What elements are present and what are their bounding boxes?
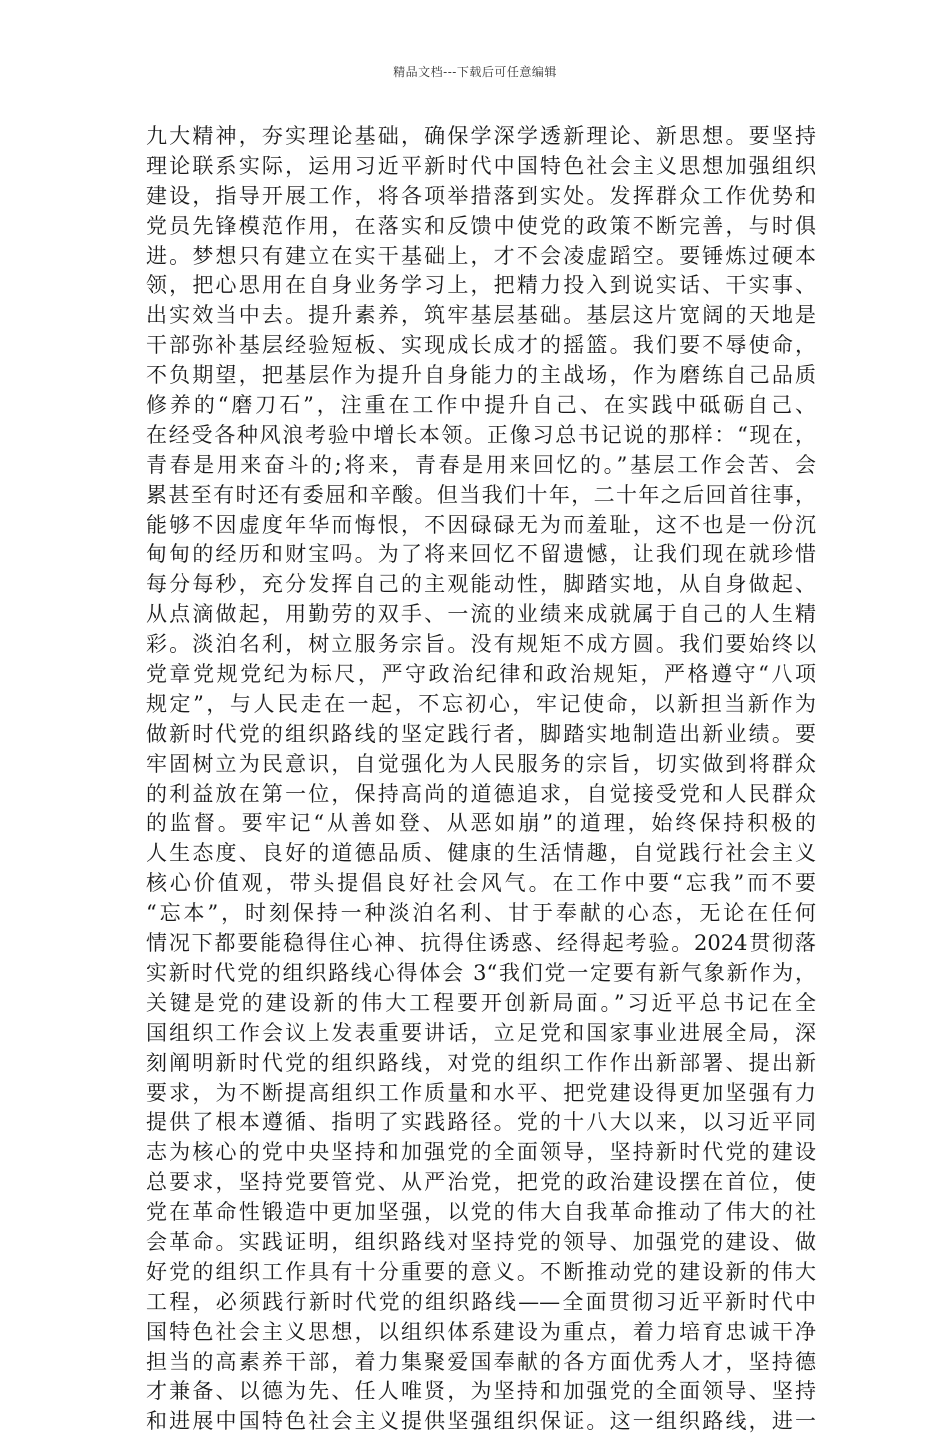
text-line: 建设，指导开展工作，将各项举措落到实处。发挥群众工作优势和 [146,183,816,208]
text-line: 总要求，坚持党要管党、从严治党，把党的政治建设摆在首位，使 [146,1170,816,1195]
text-line: 规定”，与人民走在一起，不忘初心，牢记使命，以新担当新作为 [146,691,816,716]
text-line: 国特色社会主义思想，以组织体系建设为重点，着力培育忠诚干净 [146,1319,816,1344]
text-line: 九大精神，夯实理论基础，确保学深学透新理论、新思想。要坚持 [146,124,816,148]
text-line: 进。梦想只有建立在实干基础上，才不会凌虚蹈空。要锤炼过硬本 [146,243,816,268]
text-line: 每分每秒，充分发挥自己的主观能动性，脚踏实地，从自身做起、 [146,572,816,597]
text-line: 和进展中国特色社会主义提供坚强组织保证。这一组织路线，进一 [146,1409,816,1434]
text-line: 志为核心的党中央坚持和加强党的全面领导，坚持新时代党的建设 [146,1140,816,1165]
text-line: 才兼备、以德为先、任人唯贤，为坚持和加强党的全面领导、坚持 [146,1379,816,1404]
text-line: 甸甸的经历和财宝吗。为了将来回忆不留遗憾，让我们现在就珍惜 [146,542,816,567]
text-line: 能够不因虚度年华而悔恨，不因碌碌无为而羞耻，这不也是一份沉 [146,512,816,537]
text-line: 刻阐明新时代党的组织路线，对党的组织工作作出新部署、提出新 [146,1050,816,1075]
text-line: 领，把心思用在自身业务学习上，把精力投入到说实话、干实事、 [146,273,816,298]
document-body [146,122,816,1437]
text-line: 理论联系实际，运用习近平新时代中国特色社会主义思想加强组织 [146,153,816,178]
text-line: 国组织工作会议上发表重要讲话，立足党和国家事业进展全局，深 [146,1020,816,1045]
text-line: 提供了根本遵循、指明了实践路径。党的十八大以来，以习近平同 [146,1110,816,1135]
text-line: 出实效当中去。提升素养，筑牢基层基础。基层这片宽阔的天地是 [146,303,816,328]
text-line: 担当的高素养干部，着力集聚爱国奉献的各方面优秀人才，坚持德 [146,1349,816,1374]
text-line: 从点滴做起，用勤劳的双手、一流的业绩来成就属于自己的人生精 [146,602,816,627]
text-line: 的利益放在第一位，保持高尚的道德追求，自觉接受党和人民群众 [146,781,816,806]
text-line: 牢固树立为民意识，自觉强化为人民服务的宗旨，切实做到将群众 [146,751,816,776]
text-line: 党员先锋模范作用，在落实和反馈中使党的政策不断完善，与时俱 [146,213,816,238]
text-line: 人生态度、良好的道德品质、健康的生活情趣，自觉践行社会主义 [146,841,816,866]
text-line: 干部弥补基层经验短板、实现成长成才的摇篮。我们要不辱使命， [146,333,816,358]
text-line: 工程，必须践行新时代党的组织路线——全面贯彻习近平新时代中 [146,1289,816,1314]
text-line: 做新时代党的组织路线的坚定践行者，脚踏实地制造出新业绩。要 [146,721,816,746]
text-line: 关键是党的建设新的伟大工程要开创新局面。”习近平总书记在全 [146,990,816,1015]
text-line: 党章党规党纪为标尺，严守政治纪律和政治规矩，严格遵守“八项 [146,662,816,687]
text-line: 不负期望，把基层作为提升自身能力的主战场，作为磨练自己品质 [146,363,816,388]
text-line: 实新时代党的组织路线心得体会 3“我们党一定要有新气象新作为， [146,960,816,985]
text-line: 修养的“磨刀石”，注重在工作中提升自己、在实践中砥砺自己、 [146,393,816,418]
text-line: 的监督。要牢记“从善如登、从恶如崩”的道理，始终保持积极的 [146,811,816,836]
text-line: 好党的组织工作具有十分重要的意义。不断推动党的建设新的伟大 [146,1259,816,1284]
text-line: 青春是用来奋斗的;将来，青春是用来回忆的。”基层工作会苦、会 [146,452,816,477]
text-line: 情况下都要能稳得住心神、抗得住诱惑、经得起考验。2024贯彻落 [146,931,816,956]
text-line: 累甚至有时还有委屈和辛酸。但当我们十年，二十年之后回首往事， [146,482,816,507]
page-header: 精品文档---下载后可任意编辑 [393,65,557,79]
text-line: 党在革命性锻造中更加坚强，以党的伟大自我革命推动了伟大的社 [146,1200,816,1225]
text-line: “忘本”，时刻保持一种淡泊名利、甘于奉献的心态，无论在任何 [146,901,816,926]
text-line: 要求，为不断提高组织工作质量和水平、把党建设得更加坚强有力 [146,1080,816,1105]
text-line: 核心价值观，带头提倡良好社会风气。在工作中要“忘我”而不要 [146,871,816,896]
text-line: 会革命。实践证明，组织路线对坚持党的领导、加强党的建设、做 [146,1229,816,1254]
text-line: 彩。淡泊名利，树立服务宗旨。没有规矩不成方圆。我们要始终以 [146,632,816,657]
text-line: 在经受各种风浪考验中增长本领。正像习总书记说的那样：“现在， [146,422,816,447]
